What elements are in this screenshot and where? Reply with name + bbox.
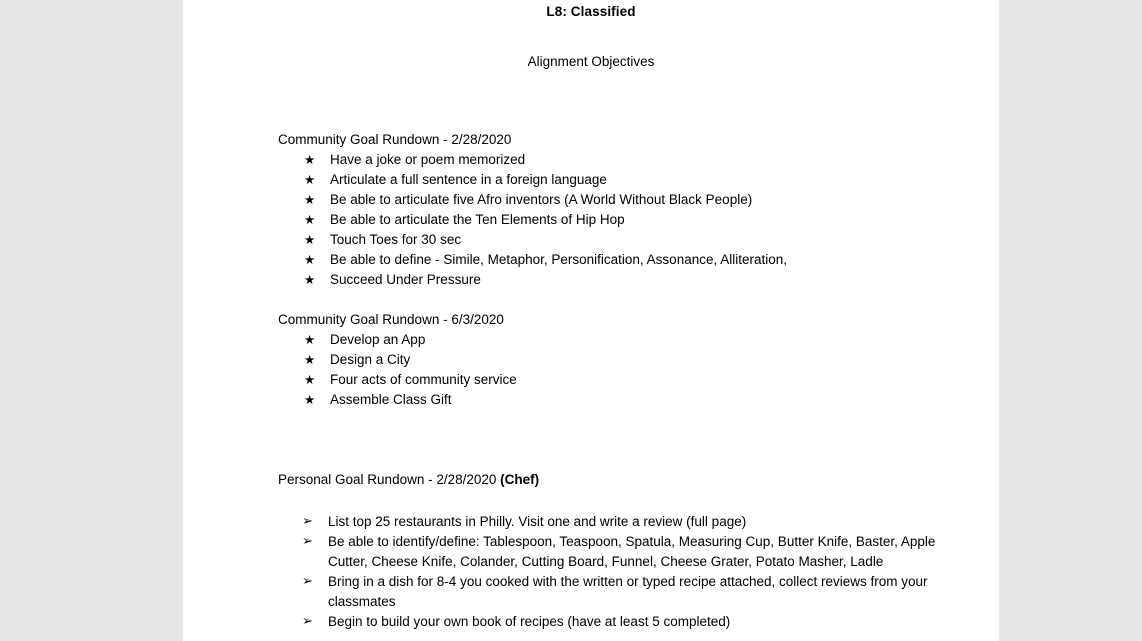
list-item <box>278 210 978 230</box>
star-bullet-icon: ★ <box>304 152 316 167</box>
list-item <box>278 250 978 270</box>
list-item <box>278 270 978 290</box>
arrow-bullet-icon: ➢ <box>302 574 313 589</box>
list-item-label: Be able to define - Simile, Metaphor, Personification, Assonance, Alliteration, <box>330 252 788 267</box>
list-item-label: Be able to identify/define: Tablespoon, Teaspoon, Spatula, Measuring Cup, Butter Knife, Baster, Apple Cutter, Cheese Knife, Colander, Cutting Board, Funnel, Cheese Grater, Potato Masher, Ladle <box>328 534 936 569</box>
list-item-label: Succeed Under Pressure <box>330 272 481 287</box>
document-body <box>278 130 978 632</box>
star-bullet-icon: ★ <box>304 392 316 407</box>
list-item-label: Be able to articulate the Ten Elements of Hip Hop <box>330 212 625 227</box>
arrow-bullet-icon: ➢ <box>302 614 313 629</box>
star-bullet-icon: ★ <box>304 212 316 227</box>
section-personal-goal-rundown <box>278 470 978 632</box>
list-item <box>278 532 978 572</box>
list-item-label: Touch Toes for 30 sec <box>330 232 462 247</box>
star-bullet-icon: ★ <box>304 352 316 367</box>
star-bullet-icon: ★ <box>304 192 316 207</box>
goal-list <box>278 330 978 410</box>
section-heading <box>278 130 978 150</box>
list-item <box>278 230 978 250</box>
section-heading-emphasis: (Chef) <box>500 472 540 487</box>
list-item <box>278 170 978 190</box>
list-item <box>278 350 978 370</box>
list-item-label: List top 25 restaurants in Philly. Visit one and write a review (full page) <box>328 514 747 529</box>
section-heading-text: Community Goal Rundown - 6/3/2020 <box>278 312 504 327</box>
section-heading-text: Personal Goal Rundown - 2/28/2020 <box>278 472 501 487</box>
star-bullet-icon: ★ <box>304 332 316 347</box>
list-item <box>278 150 978 170</box>
section-heading <box>278 310 978 330</box>
list-spacer <box>278 490 978 512</box>
list-item <box>278 572 978 612</box>
list-item-label: Articulate a full sentence in a foreign language <box>330 172 607 187</box>
arrow-bullet-icon: ➢ <box>302 534 313 549</box>
list-item <box>278 390 978 410</box>
arrow-bullet-icon: ➢ <box>302 514 313 529</box>
list-item-label: Be able to articulate five Afro inventors (A World Without Black People) <box>330 192 753 207</box>
list-item <box>278 190 978 210</box>
list-item-label: Begin to build your own book of recipes (have at least 5 completed) <box>328 614 731 629</box>
goal-list <box>278 150 978 290</box>
list-item <box>278 612 978 632</box>
star-bullet-icon: ★ <box>304 252 316 267</box>
section-heading-text: Community Goal Rundown - 2/28/2020 <box>278 132 512 147</box>
list-item-label: Assemble Class Gift <box>330 392 452 407</box>
list-item <box>278 512 978 532</box>
list-item-label: Design a City <box>330 352 411 367</box>
list-item <box>278 370 978 390</box>
section-spacer <box>278 290 978 310</box>
star-bullet-icon: ★ <box>304 372 316 387</box>
page-subtitle: Alignment Objectives <box>527 54 655 69</box>
star-bullet-icon: ★ <box>304 172 316 187</box>
document-page <box>183 0 999 641</box>
list-item-label: Have a joke or poem memorized <box>330 152 526 167</box>
page-title: L8: Classified <box>546 4 636 19</box>
goal-list <box>278 512 978 632</box>
list-item <box>278 330 978 350</box>
section-heading <box>278 470 978 490</box>
list-item-label: Four acts of community service <box>330 372 517 387</box>
section-community-goal-rundown-1 <box>278 130 978 290</box>
list-item-label: Develop an App <box>330 332 426 347</box>
star-bullet-icon: ★ <box>304 232 316 247</box>
section-spacer <box>278 410 978 470</box>
list-item-label: Bring in a dish for 8-4 you cooked with the written or typed recipe attached, collect reviews from your classmates <box>328 574 928 609</box>
star-bullet-icon: ★ <box>304 272 316 287</box>
section-community-goal-rundown-2 <box>278 310 978 410</box>
